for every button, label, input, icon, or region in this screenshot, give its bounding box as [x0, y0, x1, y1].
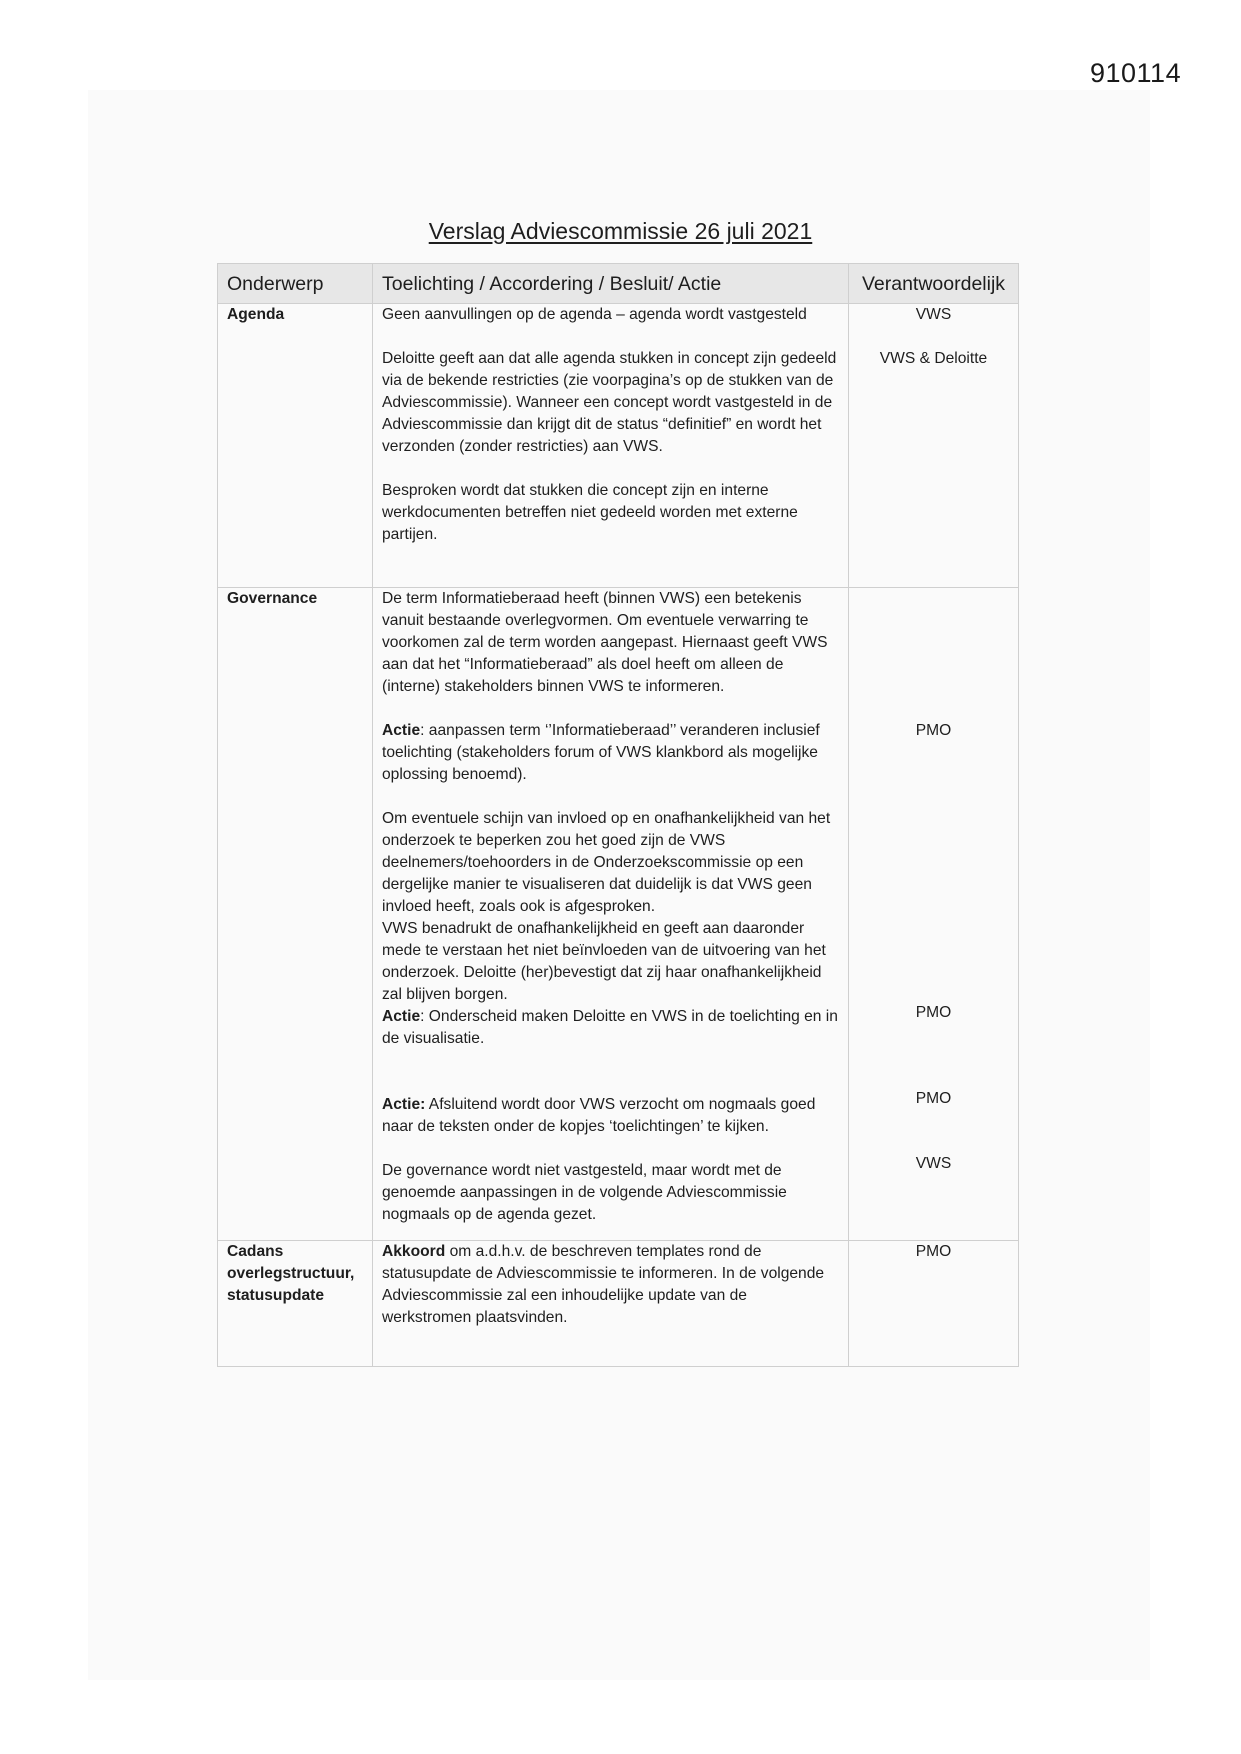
paragraph: De term Informatieberaad heeft (binnen VWS) een betekenis vanuit bestaande overlegvormen. Om eventuele verwarring te voorkomen zal de term worden aangepast. Hiernaast geeft VWS aan dat het “Informatieberaad” als doel heeft om alleen de (interne) stakeholders binnen VWS te informeren.	[382, 590, 828, 695]
paragraph: Akkoord om a.d.h.v. de beschreven templates rond de statusupdate de Adviescommissie te informeren. In de volgende Adviescommissie zal een inhoudelijke update van de werkstromen plaatsvinden.	[382, 1243, 825, 1326]
explanation-cell	[373, 588, 849, 1241]
paragraph: Geen aanvullingen op de agenda – agenda wordt vastgesteld	[382, 306, 807, 323]
action-label: Actie	[382, 722, 421, 739]
action-item: Actie: Afsluitend wordt door VWS verzocht om nogmaals goed naar de teksten onder de kopjes ‘toelichtingen’ te kijken.	[382, 1096, 816, 1135]
header-responsible: Verantwoordelijk	[849, 264, 1019, 304]
topic-cell: Governance	[218, 588, 373, 1241]
table-row-cadans	[218, 1241, 1019, 1367]
document-id: 910114	[1090, 58, 1182, 88]
topic-cell: Cadans overlegstructuur, statusupdate	[218, 1241, 373, 1367]
explanation-cell	[373, 1241, 849, 1367]
table-row-agenda	[218, 304, 1019, 588]
action-label: Actie	[382, 1008, 421, 1025]
page-title-text: Verslag Adviescommissie 26 juli 2021	[428, 218, 813, 244]
header-explanation: Toelichting / Accordering / Besluit/ Actie	[373, 264, 849, 304]
explanation-cell	[373, 304, 849, 588]
responsible-cell	[849, 588, 1019, 1241]
responsible-cell	[849, 1241, 1019, 1367]
responsible-value: VWS	[915, 306, 952, 323]
action-label: Actie:	[382, 1096, 426, 1113]
table-row-governance	[218, 588, 1019, 1241]
minutes-table	[217, 263, 1019, 1367]
paragraph: De governance wordt niet vastgesteld, maar wordt met de genoemde aanpassingen in de volgende Adviescommissie nogmaals op de agenda gezet.	[382, 1162, 787, 1223]
responsible-value: VWS & Deloitte	[879, 350, 988, 367]
paragraph: Deloitte geeft aan dat alle agenda stukken in concept zijn gedeeld via de bekende restricties (zie voorpagina’s op de stukken van de Adviescommissie). Wanneer een concept wordt vastgesteld in de Adviescommissie dan krijgt dit de status “definitief” en wordt het verzonden (zonder restricties) aan VWS.	[382, 350, 837, 455]
responsible-value: PMO	[915, 1243, 952, 1260]
paragraph: VWS benadrukt de onafhankelijkheid en geeft aan daaronder mede te verstaan het niet beïnvloeden van de uitvoering van het onderzoek. Deloitte (her)bevestigt dat zij haar onafhankelijkheid zal blijven borgen.	[382, 920, 826, 1003]
approval-label: Akkoord	[382, 1243, 446, 1260]
responsible-value: VWS	[915, 1155, 952, 1172]
responsible-value: PMO	[915, 1090, 952, 1107]
page-title	[0, 218, 1241, 245]
responsible-value: PMO	[915, 1004, 952, 1021]
action-item: Actie: aanpassen term ‘’Informatieberaad’’ veranderen inclusief toelichting (stakeholders forum of VWS klankbord als mogelijke oplossing benoemd).	[382, 722, 820, 783]
table-header-row	[218, 264, 1019, 304]
topic-cell: Agenda	[218, 304, 373, 588]
action-item: Actie: Onderscheid maken Deloitte en VWS in de toelichting en in de visualisatie.	[382, 1008, 838, 1047]
paragraph: Besproken wordt dat stukken die concept zijn en interne werkdocumenten betreffen niet gedeeld worden met externe partijen.	[382, 482, 798, 543]
header-topic: Onderwerp	[218, 264, 373, 304]
responsible-cell	[849, 304, 1019, 588]
responsible-value: PMO	[915, 722, 952, 739]
paragraph: Om eventuele schijn van invloed op en onafhankelijkheid van het onderzoek te beperken zou het goed zijn de VWS deelnemers/toehoorders in de Onderzoekscommissie op een dergelijke manier te visualiseren dat duidelijk is dat VWS geen invloed heeft, zoals ook is afgesproken.	[382, 810, 831, 915]
